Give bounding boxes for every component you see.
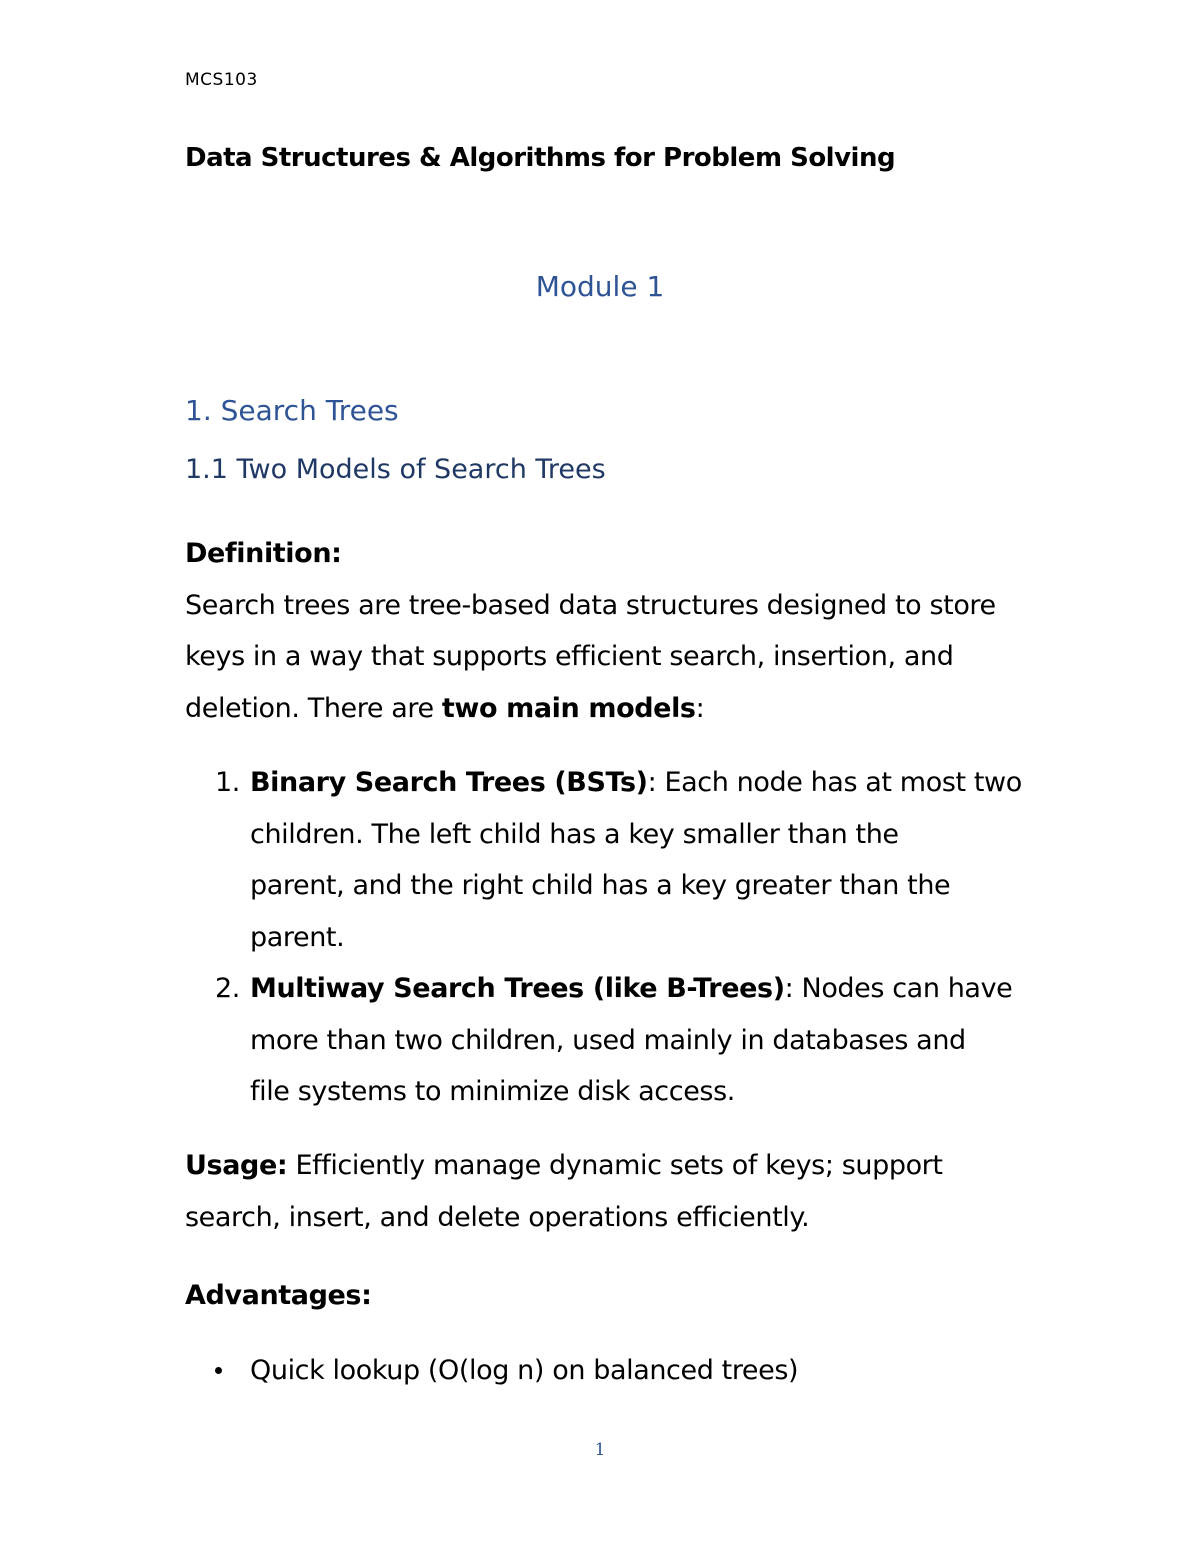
usage-text: Efficiently manage dynamic sets of keys; support	[287, 1150, 943, 1181]
bullet-icon	[215, 1367, 222, 1374]
usage-line: search, insert, and delete operations efficiently.	[185, 1201, 810, 1233]
list-item-line: file systems to minimize disk access.	[250, 1076, 735, 1107]
definition-text: :	[695, 692, 705, 724]
list-item-line: more than two children, used mainly in databases and	[250, 1024, 966, 1056]
model-text: : Each node has at most two	[647, 767, 1022, 798]
list-item-line	[250, 963, 1045, 1015]
definition-line	[185, 683, 1045, 735]
list-item	[185, 757, 1045, 963]
advantages-list	[185, 1345, 798, 1397]
advantages-label: Advantages:	[185, 1280, 372, 1311]
document-title: Data Structures & Algorithms for Problem Solving	[185, 143, 896, 173]
list-item-line: parent.	[250, 921, 345, 953]
section-heading: 1. Search Trees	[185, 394, 399, 427]
list-item-line: parent, and the right child has a key greater than the	[250, 870, 951, 901]
course-code-header: MCS103	[185, 70, 258, 90]
usage-block	[185, 1140, 943, 1243]
list-item	[185, 963, 1045, 1118]
list-number: 2.	[215, 973, 240, 1004]
definition-label: Definition:	[185, 538, 342, 569]
definition-emphasis: two main models	[441, 692, 696, 724]
model-term: Multiway Search Trees (like B-Trees)	[250, 973, 785, 1004]
module-heading: Module 1	[535, 270, 665, 303]
definition-text: deletion. There are	[185, 692, 442, 724]
list-item-line: children. The left child has a key smaller than the	[250, 818, 899, 850]
advantage-text: Quick lookup (O(log n) on balanced trees)	[250, 1355, 799, 1386]
definition-block	[185, 528, 1045, 734]
definition-line: Search trees are tree-based data structures designed to store	[185, 589, 996, 621]
models-list	[185, 757, 1045, 1118]
subsection-heading: 1.1 Two Models of Search Trees	[185, 454, 606, 485]
list-item-line	[250, 757, 1045, 809]
list-number: 1.	[215, 767, 240, 798]
model-text: : Nodes can have	[784, 973, 1013, 1004]
list-item	[185, 1345, 798, 1397]
usage-label: Usage:	[185, 1150, 288, 1181]
model-term: Binary Search Trees (BSTs)	[250, 767, 648, 798]
usage-line	[185, 1140, 943, 1192]
definition-line: keys in a way that supports efficient search, insertion, and	[185, 641, 954, 672]
page-number: 1	[594, 1440, 606, 1460]
